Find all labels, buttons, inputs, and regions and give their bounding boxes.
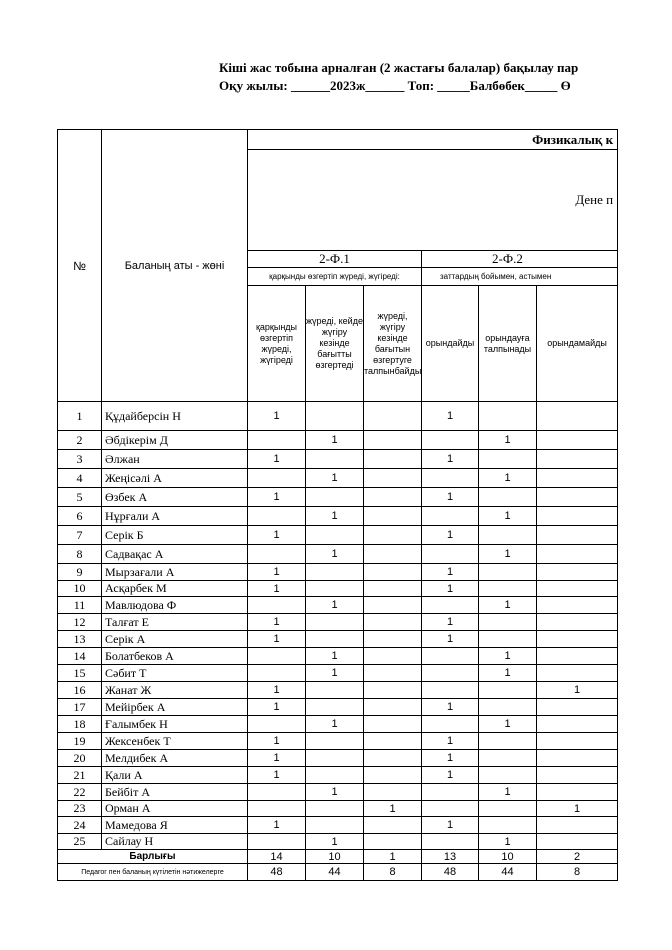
child-name: Өзбек А: [102, 488, 248, 507]
score-cell: [306, 450, 364, 469]
score-cell: [364, 631, 422, 648]
total-cell: 10: [479, 850, 537, 864]
sheet-subtitle: Оқу жылы: ______2023ж______ Топ: _____Балбөбек_____ Ө: [219, 78, 571, 93]
score-cell: [479, 402, 537, 431]
table-row: [58, 750, 618, 767]
score-cell: [364, 545, 422, 564]
score-cell: [422, 665, 479, 682]
row-number: 16: [58, 682, 102, 699]
score-cell: 1: [248, 682, 306, 699]
score-cell: [364, 526, 422, 545]
score-cell: [537, 597, 618, 614]
child-name: Қали А: [102, 767, 248, 784]
score-cell: [479, 733, 537, 750]
row-number: 24: [58, 817, 102, 834]
child-name: Серік Б: [102, 526, 248, 545]
subsection-header: Дене п: [248, 150, 618, 251]
child-name: Нұрғали А: [102, 507, 248, 526]
table-row: [58, 507, 618, 526]
score-cell: 1: [306, 834, 364, 850]
total-cell: 14: [248, 850, 306, 864]
score-cell: 1: [248, 581, 306, 597]
score-cell: [306, 488, 364, 507]
child-name: Болатбеков А: [102, 648, 248, 665]
child-name: Әбдікерім Д: [102, 431, 248, 450]
child-name: Мейірбек А: [102, 699, 248, 716]
score-cell: [479, 526, 537, 545]
expected-cell: 8: [364, 864, 422, 881]
row-number: 7: [58, 526, 102, 545]
score-cell: 1: [422, 733, 479, 750]
score-cell: 1: [479, 784, 537, 801]
score-cell: [479, 682, 537, 699]
score-cell: [537, 817, 618, 834]
score-cell: [537, 716, 618, 733]
child-name: Жеңісәлі А: [102, 469, 248, 488]
score-cell: 1: [422, 699, 479, 716]
score-cell: 1: [306, 648, 364, 665]
score-cell: [479, 767, 537, 784]
child-name: Талғат Е: [102, 614, 248, 631]
table-row: [58, 488, 618, 507]
row-number: 4: [58, 469, 102, 488]
score-cell: 1: [248, 750, 306, 767]
child-name: Жанат Ж: [102, 682, 248, 699]
score-cell: 1: [306, 784, 364, 801]
group-header-2: 2-Ф.2: [422, 251, 618, 268]
child-name: Жексенбек Т: [102, 733, 248, 750]
row-number: 8: [58, 545, 102, 564]
score-cell: [537, 488, 618, 507]
criterion-header: орындайды: [422, 286, 479, 402]
expected-label: Педагог пен баланың күтілетін нәтижелерге: [58, 864, 248, 881]
score-cell: 1: [422, 450, 479, 469]
score-cell: [364, 665, 422, 682]
score-cell: [422, 784, 479, 801]
row-number: 21: [58, 767, 102, 784]
row-number: 18: [58, 716, 102, 733]
table-row: [58, 682, 618, 699]
table-row: [58, 597, 618, 614]
score-cell: [248, 431, 306, 450]
score-cell: 1: [422, 402, 479, 431]
score-cell: [248, 597, 306, 614]
score-cell: 1: [422, 767, 479, 784]
score-cell: [364, 733, 422, 750]
child-name: Сәбит Т: [102, 665, 248, 682]
score-cell: [479, 817, 537, 834]
row-number: 2: [58, 431, 102, 450]
total-row: [58, 850, 618, 864]
score-cell: [422, 597, 479, 614]
score-cell: 1: [422, 631, 479, 648]
score-cell: [537, 648, 618, 665]
score-cell: 1: [248, 699, 306, 716]
table-row: [58, 648, 618, 665]
score-cell: [537, 699, 618, 716]
score-cell: 1: [248, 767, 306, 784]
table-row: [58, 564, 618, 581]
table-row: [58, 631, 618, 648]
row-number: 13: [58, 631, 102, 648]
score-cell: [422, 545, 479, 564]
score-cell: 1: [248, 488, 306, 507]
score-cell: [364, 750, 422, 767]
score-cell: [306, 733, 364, 750]
score-cell: [364, 834, 422, 850]
score-cell: [537, 614, 618, 631]
score-cell: 1: [479, 431, 537, 450]
child-name: Асқарбек М: [102, 581, 248, 597]
score-cell: [364, 682, 422, 699]
score-cell: 1: [306, 545, 364, 564]
score-cell: 1: [422, 564, 479, 581]
score-cell: [364, 648, 422, 665]
criterion-header: орындауға талпынады: [479, 286, 537, 402]
score-cell: 1: [479, 648, 537, 665]
score-cell: [364, 699, 422, 716]
score-cell: [306, 526, 364, 545]
score-cell: 1: [306, 431, 364, 450]
score-cell: [537, 469, 618, 488]
table-row: [58, 402, 618, 431]
score-cell: 1: [479, 469, 537, 488]
score-cell: [248, 834, 306, 850]
score-cell: [537, 581, 618, 597]
criterion-header: орындамайды: [537, 286, 618, 402]
total-cell: 13: [422, 850, 479, 864]
score-cell: 1: [248, 817, 306, 834]
group-desc-2: заттардың бойымен, астымен: [422, 268, 618, 286]
score-cell: [479, 750, 537, 767]
score-cell: [364, 597, 422, 614]
row-number: 6: [58, 507, 102, 526]
score-cell: [364, 581, 422, 597]
score-cell: [537, 526, 618, 545]
score-cell: [537, 431, 618, 450]
score-cell: [422, 431, 479, 450]
score-cell: [422, 716, 479, 733]
table-row: [58, 817, 618, 834]
score-cell: [248, 801, 306, 817]
child-name: Ғалымбек Н: [102, 716, 248, 733]
score-cell: [248, 545, 306, 564]
score-cell: [479, 450, 537, 469]
child-name: Садвақас А: [102, 545, 248, 564]
group-desc-1: қарқынды өзгертіп жүреді, жүгіреді:: [248, 268, 422, 286]
row-number: 10: [58, 581, 102, 597]
expected-cell: 8: [537, 864, 618, 881]
observation-table: [57, 129, 618, 881]
row-number: 15: [58, 665, 102, 682]
score-cell: 1: [479, 545, 537, 564]
score-cell: 1: [306, 507, 364, 526]
expected-cell: 48: [422, 864, 479, 881]
score-cell: [364, 488, 422, 507]
col-number-header: №: [58, 130, 102, 402]
score-cell: 1: [422, 750, 479, 767]
sheet-title: Кіші жас тобына арналған (2 жастағы балалар) бақылау пар: [219, 60, 579, 75]
child-name: Мавлюдова Ф: [102, 597, 248, 614]
total-cell: 1: [364, 850, 422, 864]
score-cell: [537, 784, 618, 801]
score-cell: [364, 450, 422, 469]
table-row: [58, 581, 618, 597]
score-cell: [537, 564, 618, 581]
score-cell: 1: [248, 564, 306, 581]
table-row: [58, 526, 618, 545]
row-number: 9: [58, 564, 102, 581]
score-cell: [537, 767, 618, 784]
score-cell: [306, 682, 364, 699]
row-number: 23: [58, 801, 102, 817]
child-name: Әлжан: [102, 450, 248, 469]
score-cell: 1: [422, 614, 479, 631]
table-row: [58, 545, 618, 564]
expected-row: [58, 864, 618, 881]
score-cell: 1: [537, 801, 618, 817]
score-cell: [537, 402, 618, 431]
score-cell: 1: [479, 507, 537, 526]
child-name: Мелдибек А: [102, 750, 248, 767]
row-number: 12: [58, 614, 102, 631]
row-number: 1: [58, 402, 102, 431]
section-header: Физикалық к: [248, 130, 618, 150]
score-cell: [537, 507, 618, 526]
score-cell: [537, 450, 618, 469]
child-name: Орман А: [102, 801, 248, 817]
child-name: Құдайберсін Н: [102, 402, 248, 431]
table-row: [58, 665, 618, 682]
child-name: Мырзағали А: [102, 564, 248, 581]
score-cell: [248, 507, 306, 526]
score-cell: 1: [248, 631, 306, 648]
row-number: 5: [58, 488, 102, 507]
col-name-header: Баланың аты - жөні: [102, 130, 248, 402]
row-number: 11: [58, 597, 102, 614]
row-number: 20: [58, 750, 102, 767]
score-cell: [537, 631, 618, 648]
score-cell: 1: [306, 469, 364, 488]
score-cell: [479, 614, 537, 631]
score-cell: [248, 784, 306, 801]
score-cell: [422, 469, 479, 488]
table-row: [58, 733, 618, 750]
table-row: [58, 801, 618, 817]
score-cell: 1: [248, 526, 306, 545]
score-cell: [364, 402, 422, 431]
score-cell: [306, 564, 364, 581]
row-number: 19: [58, 733, 102, 750]
score-cell: 1: [479, 597, 537, 614]
criterion-header: қарқынды өзгертіп жүреді, жүгіреді: [248, 286, 306, 402]
total-cell: 10: [306, 850, 364, 864]
criterion-header: жүреді, кейде жүгіру кезінде бағытты өзгертеді: [306, 286, 364, 402]
score-cell: 1: [422, 581, 479, 597]
score-cell: 1: [537, 682, 618, 699]
score-cell: [537, 733, 618, 750]
score-cell: 1: [306, 597, 364, 614]
score-cell: [306, 767, 364, 784]
criterion-header: жүреді, жүгіру кезінде бағытын өзгертуге талпынбайды: [364, 286, 422, 402]
score-cell: [422, 648, 479, 665]
score-cell: [479, 564, 537, 581]
score-cell: [306, 631, 364, 648]
expected-cell: 48: [248, 864, 306, 881]
row-number: 14: [58, 648, 102, 665]
score-cell: [479, 488, 537, 507]
score-cell: [306, 750, 364, 767]
score-cell: [248, 665, 306, 682]
row-number: 22: [58, 784, 102, 801]
score-cell: [479, 581, 537, 597]
table-row: [58, 716, 618, 733]
score-cell: 1: [248, 450, 306, 469]
child-name: Серік А: [102, 631, 248, 648]
total-cell: 2: [537, 850, 618, 864]
score-cell: [306, 801, 364, 817]
score-cell: [306, 614, 364, 631]
score-cell: [364, 767, 422, 784]
score-cell: [537, 834, 618, 850]
table-row: [58, 767, 618, 784]
score-cell: [306, 402, 364, 431]
total-label: Барлығы: [58, 850, 248, 864]
child-name: Бейбіт А: [102, 784, 248, 801]
table-row: [58, 614, 618, 631]
score-cell: [479, 801, 537, 817]
table-row: [58, 784, 618, 801]
score-cell: 1: [479, 665, 537, 682]
expected-cell: 44: [479, 864, 537, 881]
score-cell: [248, 648, 306, 665]
score-cell: [364, 469, 422, 488]
score-cell: 1: [306, 665, 364, 682]
score-cell: [364, 716, 422, 733]
table-row: [58, 431, 618, 450]
row-number: 17: [58, 699, 102, 716]
score-cell: [479, 699, 537, 716]
score-cell: [537, 665, 618, 682]
score-cell: [364, 507, 422, 526]
score-cell: 1: [248, 733, 306, 750]
score-cell: [306, 581, 364, 597]
score-cell: [248, 716, 306, 733]
row-number: 3: [58, 450, 102, 469]
table-row: [58, 469, 618, 488]
group-header-1: 2-Ф.1: [248, 251, 422, 268]
child-name: Мамедова Я: [102, 817, 248, 834]
score-cell: [422, 801, 479, 817]
score-cell: [364, 564, 422, 581]
score-cell: 1: [248, 402, 306, 431]
score-cell: 1: [479, 716, 537, 733]
score-cell: [306, 817, 364, 834]
score-cell: [537, 750, 618, 767]
row-number: 25: [58, 834, 102, 850]
score-cell: [248, 469, 306, 488]
expected-cell: 44: [306, 864, 364, 881]
score-cell: [364, 431, 422, 450]
score-cell: [364, 614, 422, 631]
score-cell: 1: [422, 488, 479, 507]
score-cell: 1: [306, 716, 364, 733]
score-cell: [364, 784, 422, 801]
table-row: [58, 834, 618, 850]
table-row: [58, 699, 618, 716]
score-cell: [422, 682, 479, 699]
score-cell: [364, 817, 422, 834]
score-cell: [537, 545, 618, 564]
score-cell: 1: [364, 801, 422, 817]
score-cell: [306, 699, 364, 716]
score-cell: 1: [422, 817, 479, 834]
score-cell: [422, 834, 479, 850]
score-cell: 1: [479, 834, 537, 850]
table-row: [58, 450, 618, 469]
child-name: Сайлау Н: [102, 834, 248, 850]
score-cell: [479, 631, 537, 648]
score-cell: 1: [248, 614, 306, 631]
score-cell: 1: [422, 526, 479, 545]
score-cell: [422, 507, 479, 526]
